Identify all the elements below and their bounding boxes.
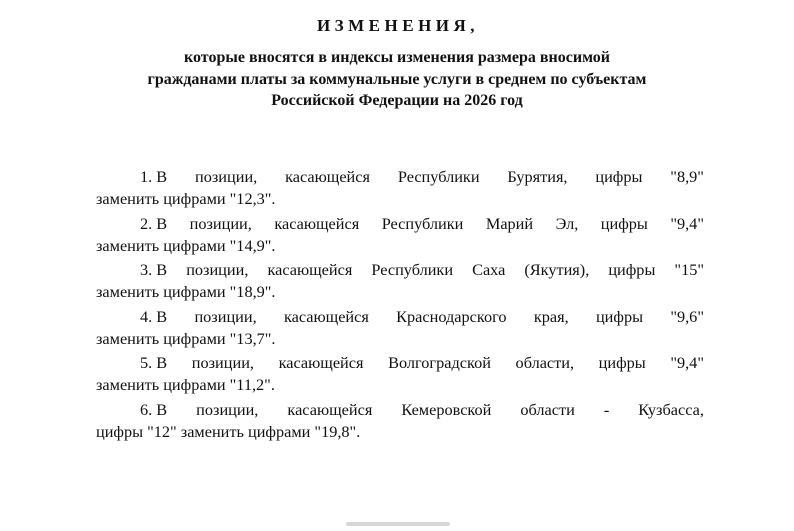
amendment-word: позиции, bbox=[186, 260, 249, 279]
amendment-word: цифры bbox=[598, 353, 646, 372]
subtitle-line: Российской Федерации на 2026 год bbox=[271, 92, 523, 109]
amendment-word: 1. В bbox=[140, 167, 168, 186]
amendment-word: 4. В bbox=[140, 306, 168, 326]
amendment-word: касающейся bbox=[283, 306, 369, 326]
amendment-word: позиции, bbox=[196, 399, 259, 419]
amendment-word: - bbox=[603, 399, 610, 419]
amendment-word: 5. В bbox=[140, 353, 168, 372]
amendment-word: касающейся bbox=[278, 353, 364, 372]
amendment-word: Республики bbox=[371, 260, 454, 279]
amendment-item bbox=[96, 259, 704, 306]
amendment-word: позиции, bbox=[189, 213, 252, 233]
amendment-word: позиции, bbox=[194, 306, 257, 326]
amendment-word: Саха bbox=[472, 260, 506, 279]
amendment-item bbox=[96, 399, 704, 446]
amendment-word: касающейся bbox=[285, 167, 370, 186]
amendment-item bbox=[96, 213, 704, 260]
amendment-line-second: цифры "12" заменить цифрами "19,8". bbox=[96, 421, 361, 441]
amendment-line-second: заменить цифрами "12,3". bbox=[96, 189, 276, 208]
amendment-line-first bbox=[96, 213, 704, 235]
amendment-line-second: заменить цифрами "11,2". bbox=[96, 375, 275, 394]
amendment-word: цифры bbox=[595, 167, 643, 186]
amendment-word: 3. В bbox=[140, 260, 168, 279]
amendment-word: Краснодарского bbox=[396, 306, 507, 326]
amendment-item bbox=[96, 352, 704, 399]
document-title: ИЗМЕНЕНИЯ, bbox=[316, 16, 480, 35]
amendment-word: позиции, bbox=[191, 353, 254, 372]
amendment-line-second: заменить цифрами "14,9". bbox=[96, 235, 276, 255]
amendment-item bbox=[96, 166, 704, 213]
amendment-word: касающейся bbox=[267, 260, 353, 279]
amendment-word: цифры bbox=[595, 306, 644, 326]
subtitle-line: которые вносятся в индексы изменения размера вносимой bbox=[184, 49, 610, 66]
amendment-word: "15" bbox=[674, 260, 704, 279]
amendment-line-first bbox=[96, 166, 704, 188]
amendment-line-second: заменить цифрами "13,7". bbox=[96, 328, 276, 348]
amendment-word: Эл, bbox=[555, 213, 579, 233]
document-subtitle bbox=[80, 47, 714, 112]
amendment-line-second: заменить цифрами "18,9". bbox=[96, 282, 276, 301]
amendment-word: Волгоградской bbox=[388, 353, 491, 372]
amendment-word: Марий bbox=[485, 213, 534, 233]
amendment-word: области bbox=[520, 399, 575, 419]
amendment-word: касающейся bbox=[274, 213, 360, 233]
amendment-line-first bbox=[96, 259, 704, 281]
amendment-word: "8,9" bbox=[670, 167, 704, 186]
amendment-word: (Якутия), bbox=[524, 260, 590, 279]
amendment-list bbox=[96, 166, 704, 445]
amendment-word: края, bbox=[533, 306, 569, 326]
amendment-line-first bbox=[96, 352, 704, 374]
amendment-word: Республики bbox=[381, 213, 464, 233]
amendment-word: цифры bbox=[608, 260, 656, 279]
amendment-word: "9,6" bbox=[670, 306, 704, 326]
amendment-word: позиции, bbox=[195, 167, 258, 186]
amendment-word: 2. В bbox=[140, 213, 168, 233]
amendment-word: области, bbox=[515, 353, 575, 372]
subtitle-line: гражданами платы за коммунальные услуги в среднем по субъектам bbox=[147, 70, 647, 88]
amendment-word: 6. В bbox=[140, 399, 168, 419]
amendment-word: "9,4" bbox=[670, 353, 704, 372]
amendment-word: цифры bbox=[600, 213, 648, 233]
horizontal-scrollbar[interactable] bbox=[346, 522, 450, 526]
amendment-word: Кемеровской bbox=[401, 399, 492, 419]
amendment-item bbox=[96, 306, 704, 353]
amendment-line-first bbox=[96, 399, 704, 421]
amendment-word: Бурятия, bbox=[507, 167, 568, 186]
amendment-word: Республики bbox=[397, 167, 480, 186]
amendment-word: Кузбасса, bbox=[638, 399, 704, 419]
amendment-word: касающейся bbox=[287, 399, 373, 419]
amendment-word: "9,4" bbox=[670, 213, 704, 233]
amendment-line-first bbox=[96, 306, 704, 328]
